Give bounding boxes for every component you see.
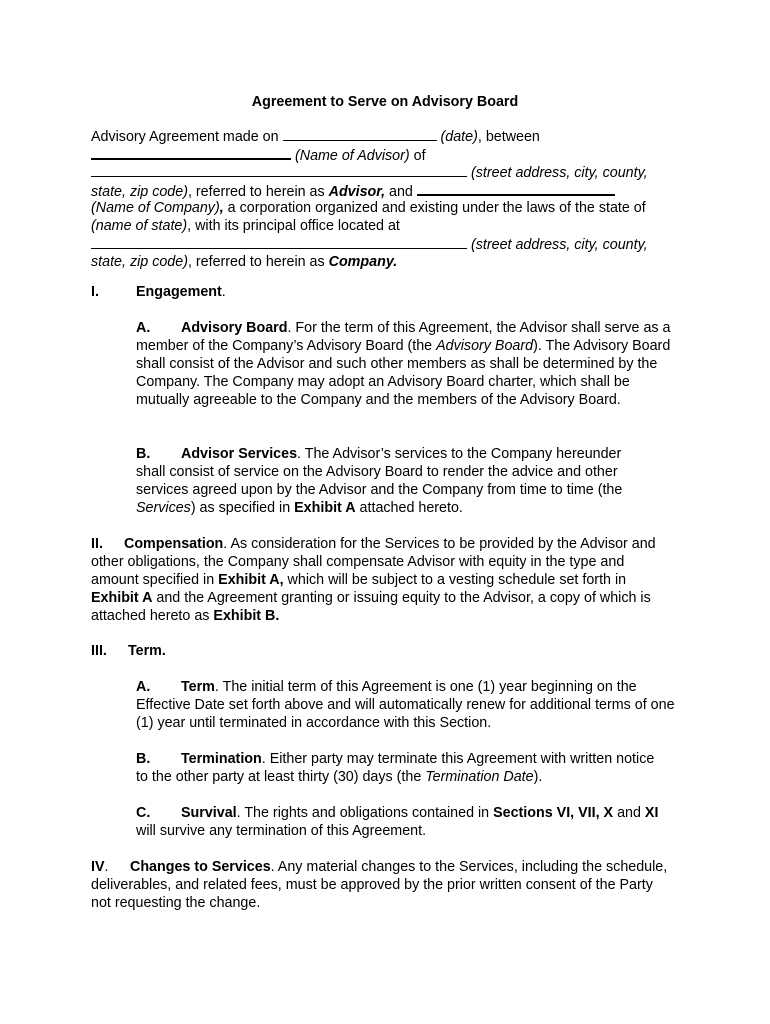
- paragraph-text: . The rights and obligations contained in: [236, 805, 494, 821]
- paragraph-text: which will be subject to a vesting schedule set forth in: [283, 572, 627, 588]
- paragraph-text: . For the term of this Agreement, the Advisor shall serve as a member of the Company’s Advisory Board (the: [136, 320, 671, 354]
- subsection-title: Term: [181, 679, 215, 695]
- exhibit-reference: Exhibit A: [294, 500, 356, 516]
- subsection-title: Advisor Services: [181, 446, 298, 462]
- date-hint: (date): [440, 129, 478, 145]
- paragraph-text: . Any material changes to the Services, including the schedule, deliverables, and related fees, must be approved by the prior written consent of the Party not requesting the change.: [91, 859, 668, 911]
- section-2-paragraph: [91, 535, 675, 625]
- section-3a-paragraph: [136, 678, 680, 732]
- section-title: Compensation: [124, 536, 224, 552]
- intro-text: , referred to herein as: [187, 254, 329, 270]
- subsection-label: A.: [136, 320, 151, 336]
- paragraph-text: . The initial term of this Agreement is one (1) year beginning on the Effective Date set forth above and will automatically renew for additional terms of one (1) year until terminated in accordance with this Section.: [136, 679, 675, 731]
- document-title: Agreement to Serve on Advisory Board: [251, 94, 519, 110]
- paragraph-text: will survive any termination of this Agreement.: [136, 823, 427, 839]
- subsection-label: A.: [136, 679, 151, 695]
- section-1-heading: [91, 283, 691, 301]
- advisor-term: Advisor,: [328, 184, 386, 200]
- company-name-hint: (Name of Company): [91, 200, 220, 216]
- section-number: II.: [91, 536, 103, 552]
- section-3b-paragraph: [136, 750, 656, 786]
- advisor-name-hint: (Name of Advisor): [294, 148, 410, 164]
- section-reference: XI: [644, 805, 659, 821]
- subsection-title: Survival: [181, 805, 237, 821]
- section-number-dot: .: [104, 859, 109, 875]
- defined-term: Advisory Board: [436, 338, 534, 354]
- paragraph-text: and the Agreement granting or issuing equity to the Advisor, a copy of which is attached hereto as: [91, 590, 651, 624]
- section-1b-paragraph: [136, 445, 652, 517]
- section-title: Engagement: [136, 284, 222, 300]
- state-hint: (name of state): [91, 218, 188, 234]
- paragraph-text: . The Advisor’s services to the Company hereunder shall consist of service on the Advisory Board to render the advice and other services agreed upon by the Advisor and the Company from time to time (the: [136, 446, 623, 498]
- company-address-hint: (street address, city, county,: [470, 237, 648, 253]
- company-name-blank[interactable]: [417, 181, 615, 196]
- advisor-address-hint: (street address, city, county,: [470, 165, 648, 181]
- exhibit-reference: Exhibit A,: [218, 572, 284, 588]
- defined-term: Termination Date: [425, 769, 534, 785]
- paragraph-text: and: [613, 805, 645, 821]
- exhibit-reference: Exhibit B.: [213, 608, 280, 624]
- exhibit-reference: Exhibit A: [91, 590, 153, 606]
- section-number: I.: [91, 284, 99, 300]
- section-4-paragraph: [91, 858, 675, 912]
- intro-paragraph: [91, 127, 691, 271]
- paragraph-text: attached hereto.: [355, 500, 463, 516]
- defined-term: Services: [136, 500, 191, 516]
- section-3c-paragraph: [136, 804, 676, 840]
- intro-text: of: [409, 148, 426, 164]
- date-blank[interactable]: [283, 127, 437, 141]
- company-address-hint-cont: state, zip code): [91, 254, 188, 270]
- intro-text: , between: [477, 129, 540, 145]
- section-3-heading: [91, 642, 691, 660]
- section-title: Term.: [128, 643, 166, 659]
- intro-text: ,: [219, 200, 224, 216]
- intro-text: , referred to herein as: [187, 184, 329, 200]
- subsection-label: B.: [136, 751, 151, 767]
- section-reference: Sections VI, VII, X: [493, 805, 614, 821]
- intro-text: a corporation organized and existing under the laws of the state of: [223, 200, 646, 216]
- section-title: Changes to Services: [130, 859, 271, 875]
- section-number-text: IV: [91, 859, 105, 875]
- paragraph-text: ). The Advisory Board shall consist of the Advisor and such other members as shall be determined by the Company. The Company may adopt an Advisory Board charter, which shall be mutually agreeable to the Company and the members of the Advisory Board.: [136, 338, 671, 408]
- section-number: [91, 858, 130, 876]
- section-number: III.: [91, 643, 107, 659]
- paragraph-text: ) as specified in: [190, 500, 295, 516]
- paragraph-text: ).: [533, 769, 543, 785]
- advisor-address-blank[interactable]: [91, 163, 467, 177]
- subsection-title: Advisory Board: [181, 320, 288, 336]
- subsection-label: C.: [136, 805, 151, 821]
- section-title-period: .: [221, 284, 226, 300]
- intro-text: , with its principal office located at: [187, 218, 400, 234]
- advisor-address-hint-cont: state, zip code): [91, 184, 188, 200]
- intro-text: Advisory Agreement made on: [91, 129, 283, 145]
- section-1a-paragraph: [136, 319, 676, 409]
- company-address-blank[interactable]: [91, 235, 467, 249]
- paragraph-text: . Either party may terminate this Agreement with written notice to the other party at least thirty (30) days (the: [136, 751, 655, 785]
- company-term: Company.: [328, 254, 398, 270]
- intro-text: and: [385, 184, 417, 200]
- subsection-label: B.: [136, 446, 151, 462]
- advisor-name-blank[interactable]: [91, 145, 291, 160]
- subsection-title: Termination: [181, 751, 262, 767]
- paragraph-text: . As consideration for the Services to be provided by the Advisor and other obligations, the Company shall compensate Advisor with equity in the type and amount specified in: [91, 536, 656, 588]
